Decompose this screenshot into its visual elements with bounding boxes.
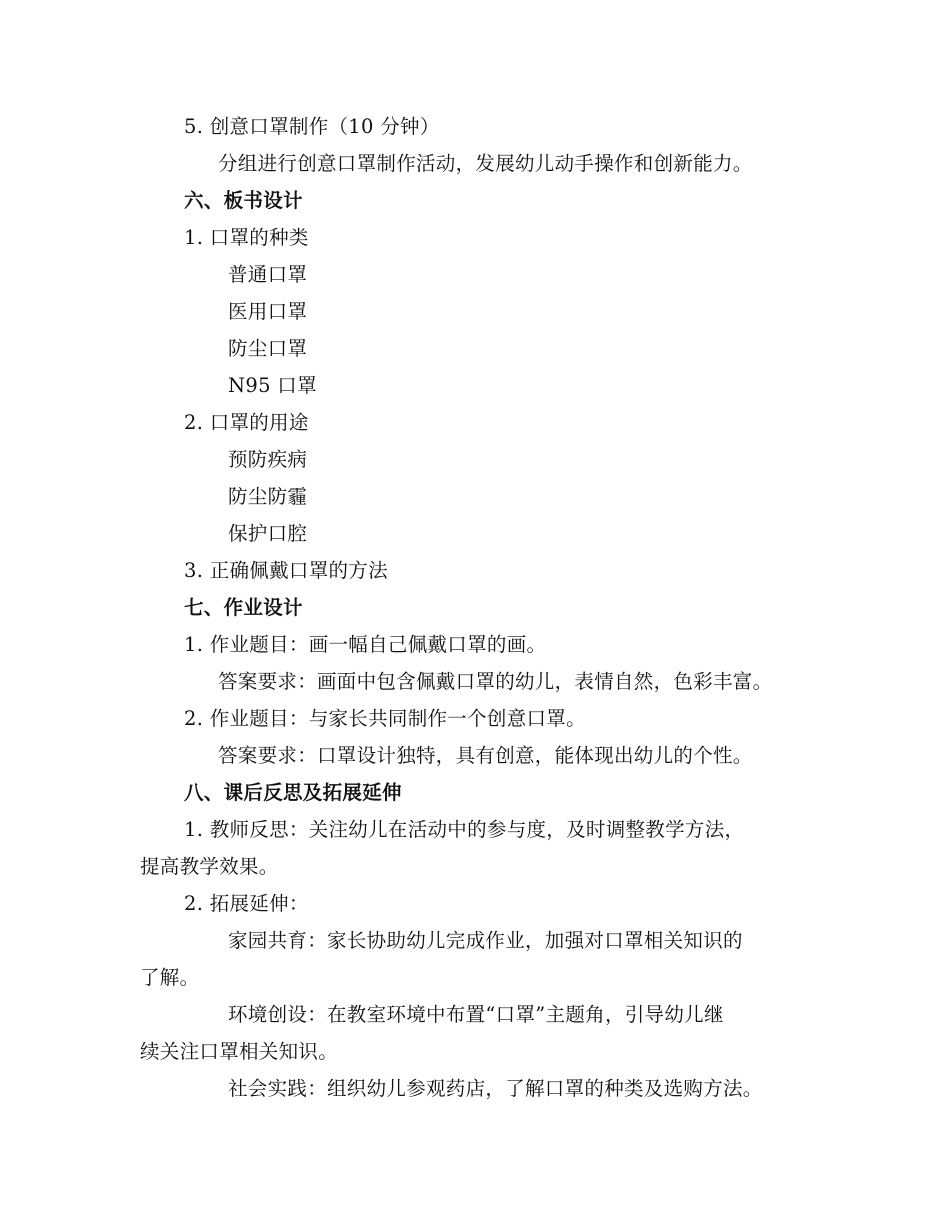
list-item: 2. 口罩的用途 <box>184 411 309 434</box>
sub-item: N95 口罩 <box>228 374 317 397</box>
list-item: 2. 作业题目：与家长共同制作一个创意口罩。 <box>184 707 586 730</box>
paragraph: 答案要求：画面中包含佩戴口罩的幼儿，表情自然，色彩丰富。 <box>218 670 773 693</box>
list-item: 3. 正确佩戴口罩的方法 <box>184 559 388 582</box>
list-item: 1. 口罩的种类 <box>184 226 309 249</box>
paragraph: 续关注口罩相关知识。 <box>140 1040 339 1063</box>
sub-item: 预防疾病 <box>228 448 308 471</box>
sub-item: 普通口罩 <box>228 263 308 286</box>
paragraph: 环境创设：在教室环境中布置“口罩”主题角，引导幼儿继 <box>228 1003 724 1026</box>
section-heading-board-design: 六、板书设计 <box>184 189 303 212</box>
list-item-creative-mask: 5. 创意口罩制作（10 分钟） <box>184 115 440 138</box>
paragraph: 了解。 <box>140 966 200 989</box>
paragraph: 分组进行创意口罩制作活动，发展幼儿动手操作和创新能力。 <box>218 152 753 175</box>
sub-item: 防尘防霾 <box>228 485 308 508</box>
section-heading-homework: 七、作业设计 <box>184 596 303 619</box>
paragraph: 提高教学效果。 <box>140 855 279 878</box>
paragraph: 家园共育：家长协助幼儿完成作业，加强对口罩相关知识的 <box>228 929 743 952</box>
sub-item: 防尘口罩 <box>228 337 308 360</box>
sub-item: 保护口腔 <box>228 522 308 545</box>
section-heading-reflection: 八、课后反思及拓展延伸 <box>184 781 402 804</box>
list-item: 1. 作业题目：画一幅自己佩戴口罩的画。 <box>184 633 547 656</box>
sub-item: 医用口罩 <box>228 300 308 323</box>
list-item: 2. 拓展延伸： <box>184 892 309 915</box>
list-item: 1. 教师反思：关注幼儿在活动中的参与度，及时调整教学方法， <box>184 818 745 841</box>
paragraph: 社会实践：组织幼儿参观药店，了解口罩的种类及选购方法。 <box>228 1077 763 1100</box>
paragraph: 答案要求：口罩设计独特，具有创意，能体现出幼儿的个性。 <box>218 744 753 767</box>
